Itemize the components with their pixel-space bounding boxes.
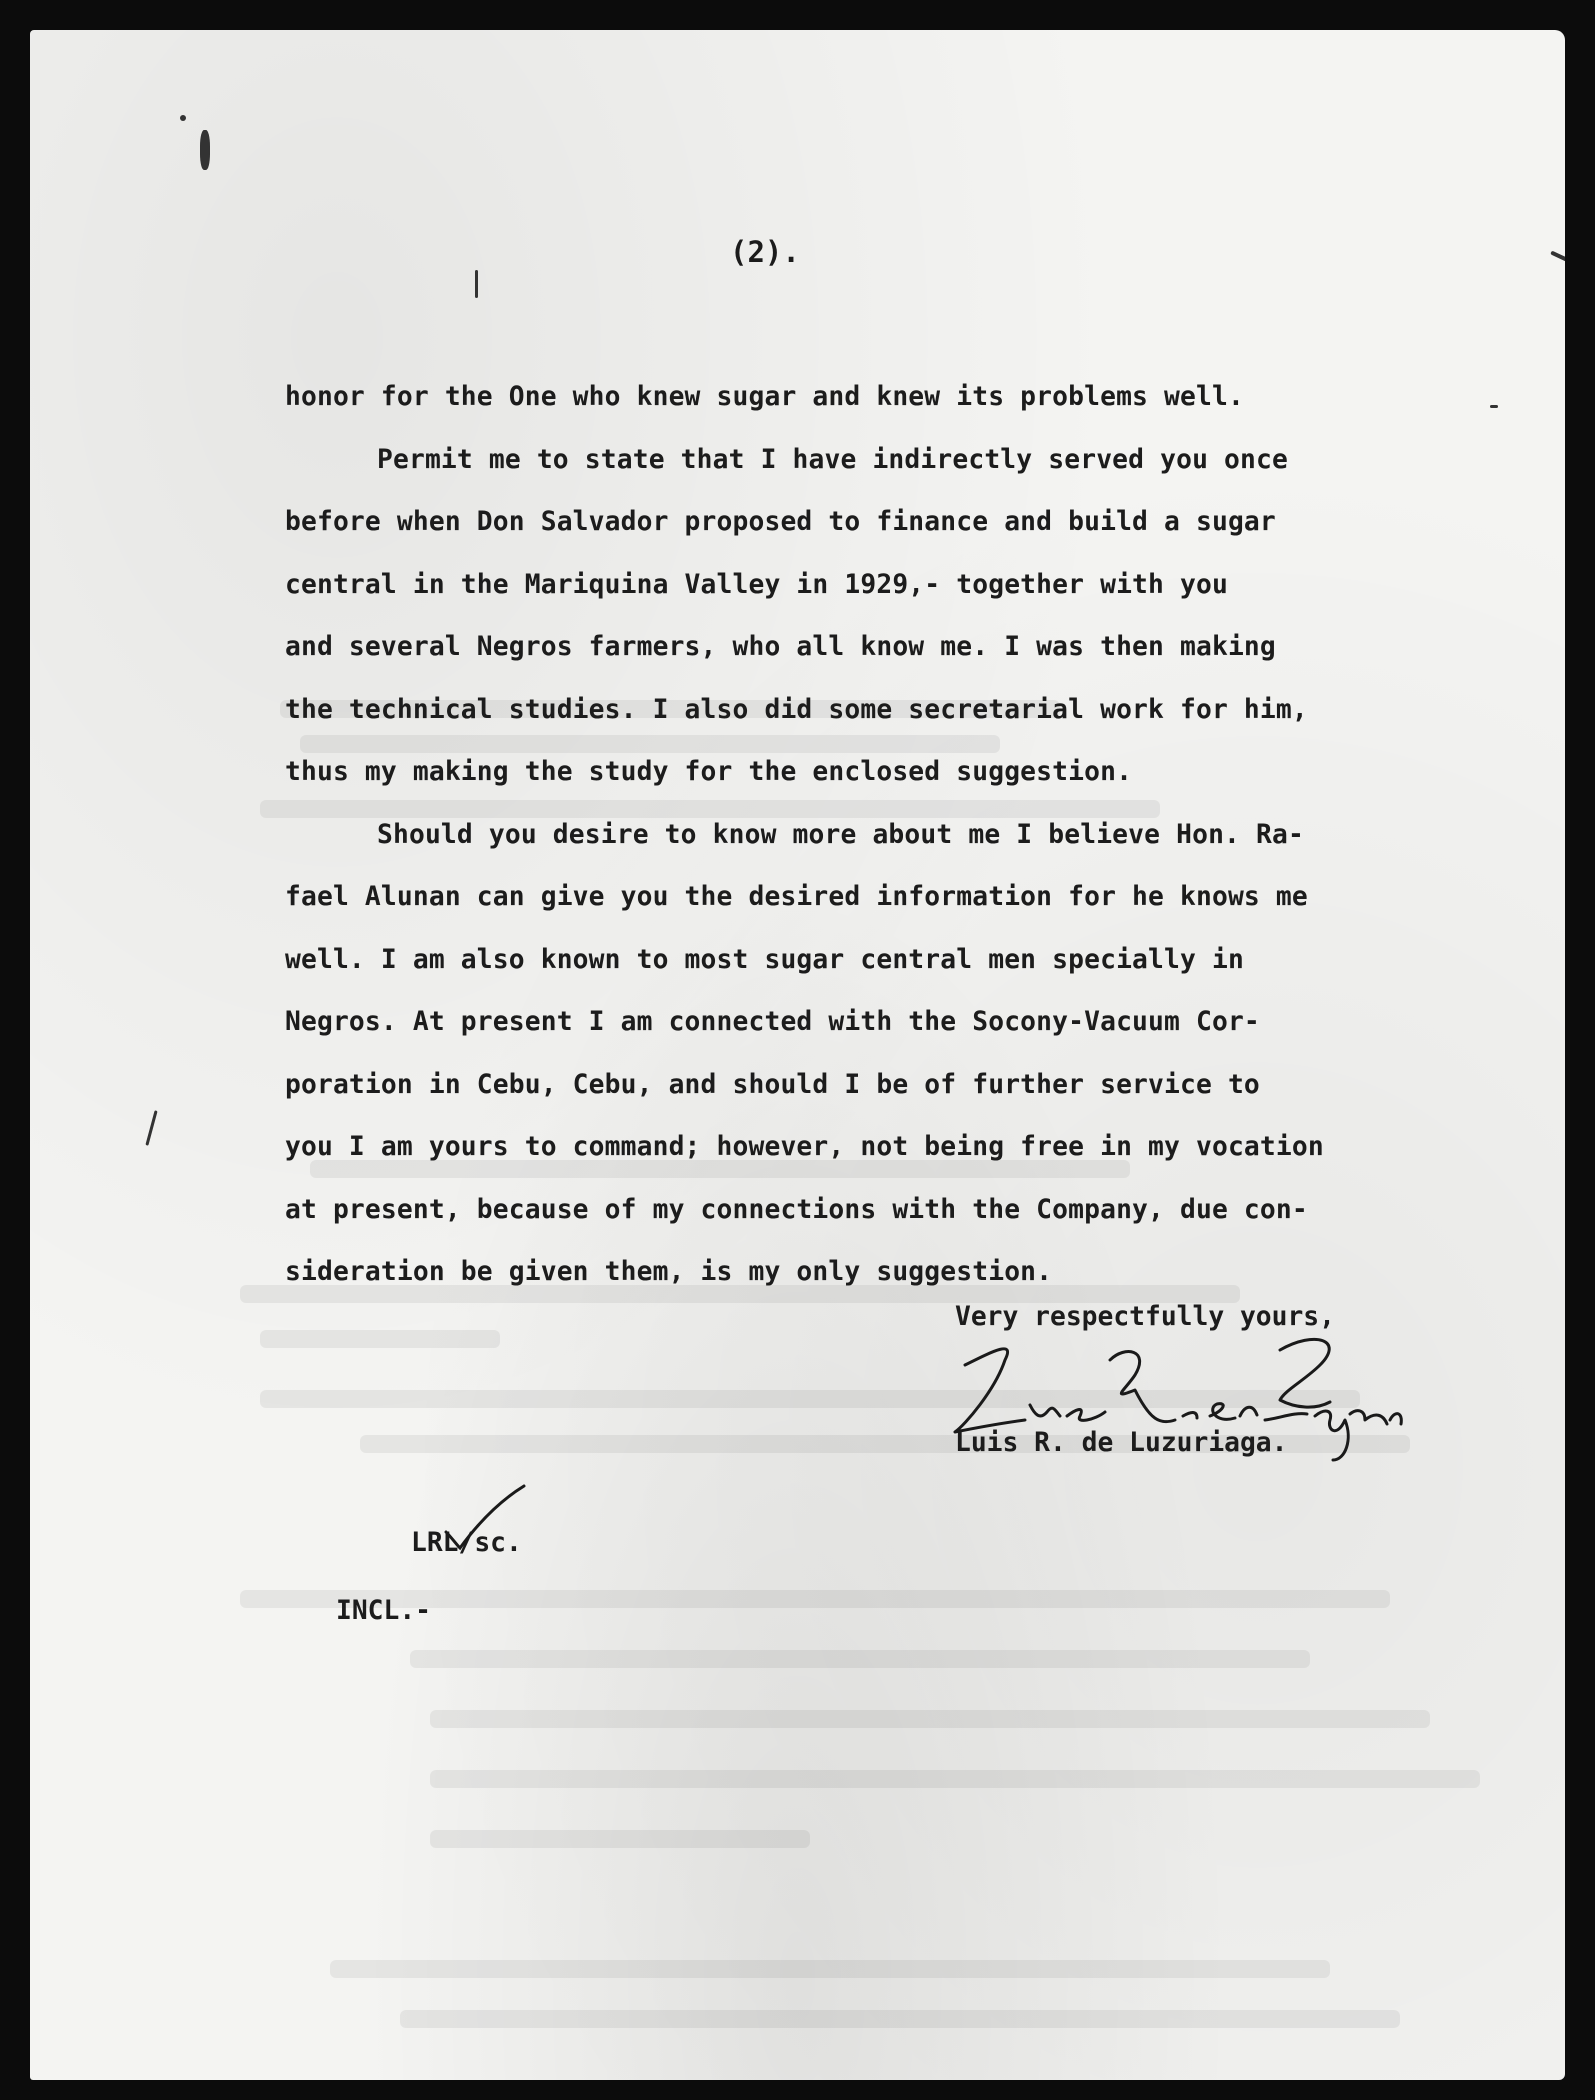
handwritten-checkmark <box>438 1482 528 1552</box>
scan-artifact <box>1550 251 1565 264</box>
page-number: (2). <box>730 235 800 269</box>
body-line: poration in Cebu, Cebu, and should I be of further service to <box>285 1069 1260 1100</box>
initials-line: LRL/sc. <box>411 1528 522 1558</box>
body-line: you I am yours to command; however, not being free in my vocation <box>285 1132 1324 1162</box>
body-line: fael Alunan can give you the desired information for he knows me <box>285 882 1308 912</box>
body-line: the technical studies. I also did some secretarial work for him, <box>285 694 1308 725</box>
body-line: Permit me to state that I have indirectly served you once <box>377 444 1288 475</box>
scan-artifact <box>200 130 210 170</box>
complimentary-close: Very respectfully yours, <box>955 1302 1335 1332</box>
scan-artifact <box>1490 405 1498 408</box>
scan-artifact <box>475 270 478 298</box>
body-line: central in the Mariquina Valley in 1929,- together with you <box>285 569 1228 600</box>
body-line: Negros. At present I am connected with the Socony-Vacuum Cor- <box>285 1007 1260 1037</box>
enclosure-line: INCL.- <box>336 1596 431 1626</box>
body-line: and several Negros farmers, who all know me. I was then making <box>285 632 1276 662</box>
body-line: sideration be given them, is my only suggestion. <box>285 1257 1053 1287</box>
body-line: honor for the One who knew sugar and knew its problems well. <box>285 382 1244 412</box>
body-line: at present, because of my connections with the Company, due con- <box>285 1194 1308 1225</box>
body-line: thus my making the study for the enclosed suggestion. <box>285 757 1133 787</box>
letter-body <box>285 366 1515 1304</box>
body-line: Should you desire to know more about me I believe Hon. Ra- <box>377 819 1304 850</box>
typed-signature-name: Luis R. de Luzuriaga. <box>955 1428 1288 1458</box>
scan-artifact <box>180 115 186 121</box>
letter-paper <box>30 30 1565 2080</box>
body-line: before when Don Salvador proposed to finance and build a sugar <box>285 507 1276 537</box>
body-line: well. I am also known to most sugar central men specially in <box>285 944 1244 975</box>
scan-artifact <box>145 1110 157 1146</box>
